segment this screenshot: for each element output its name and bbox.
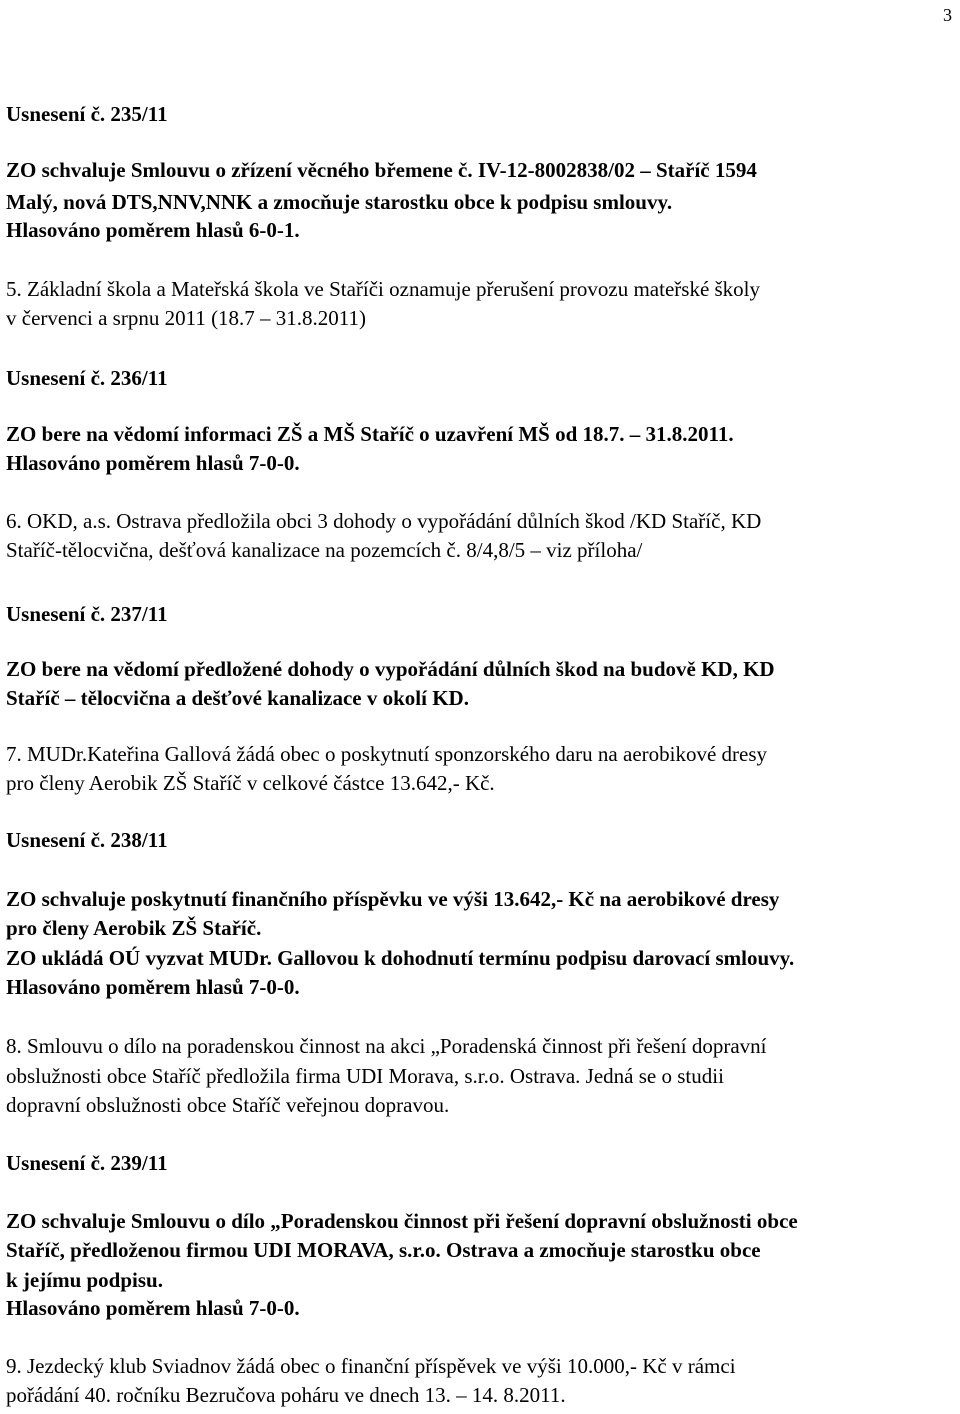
resolution-239-text-line-2: Staříč, předloženou firmou UDI MORAVA, s.r.o. Ostrava a zmocňuje starostku obce: [6, 1238, 761, 1262]
resolution-237-heading-line-1: Usnesení č. 237/11: [6, 602, 168, 626]
resolution-235-text-line-3: Hlasováno poměrem hlasů 6-0-1.: [6, 218, 300, 242]
item-6-line-1: 6. OKD, a.s. Ostrava předložila obci 3 dohody o vypořádání důlních škod /KD Staříč, KD: [6, 509, 762, 533]
item-9-line-2: pořádání 40. ročníku Bezručova poháru ve dnech 13. – 14. 8.2011.: [6, 1383, 566, 1407]
item-8-line-1: 8. Smlouvu o dílo na poradenskou činnost na akci „Poradenská činnost při řešení dopravní: [6, 1034, 767, 1058]
resolution-238-heading-line-1: Usnesení č. 238/11: [6, 828, 168, 852]
resolution-235-text-line-2: Malý, nová DTS,NNV,NNK a zmocňuje starostku obce k podpisu smlouvy.: [6, 190, 673, 214]
resolution-239-text-line-1: ZO schvaluje Smlouvu o dílo „Poradenskou činnost při řešení dopravní obslužnosti obce: [6, 1209, 798, 1233]
resolution-239-heading-line-1: Usnesení č. 239/11: [6, 1151, 168, 1175]
resolution-235-heading-line-1: Usnesení č. 235/11: [6, 102, 168, 126]
item-7-line-2: pro členy Aerobik ZŠ Staříč v celkové částce 13.642,- Kč.: [6, 771, 495, 795]
item-5-line-2: v červenci a srpnu 2011 (18.7 – 31.8.2011): [6, 306, 367, 330]
page-number: 3: [943, 5, 952, 25]
item-8-line-3: dopravní obslužnosti obce Staříč veřejnou dopravou.: [6, 1093, 450, 1117]
item-8-line-2: obslužnosti obce Staříč předložila firma UDI Morava, s.r.o. Ostrava. Jedná se o studii: [6, 1064, 724, 1088]
item-7-line-1: 7. MUDr.Kateřina Gallová žádá obec o poskytnutí sponzorského daru na aerobikové dresy: [6, 742, 768, 766]
item-5-line-1: 5. Základní škola a Mateřská škola ve Staříči oznamuje přerušení provozu mateřské školy: [6, 277, 761, 301]
resolution-239-text-line-3: k jejímu podpisu.: [6, 1268, 163, 1292]
resolution-236-text-line-2: Hlasováno poměrem hlasů 7-0-0.: [6, 451, 300, 475]
resolution-237-text-line-1: ZO bere na vědomí předložené dohody o vypořádání důlních škod na budově KD, KD: [6, 657, 775, 681]
resolution-236-text-line-1: ZO bere na vědomí informaci ZŠ a MŠ Staříč o uzavření MŠ od 18.7. – 31.8.2011.: [6, 422, 734, 446]
resolution-236-heading-line-1: Usnesení č. 236/11: [6, 366, 168, 390]
resolution-237-text-line-2: Staříč – tělocvična a dešťové kanalizace v okolí KD.: [6, 686, 469, 710]
item-6-line-2: Staříč-tělocvična, dešťová kanalizace na pozemcích č. 8/4,8/5 – viz příloha/: [6, 538, 643, 562]
resolution-235-text-line-1: ZO schvaluje Smlouvu o zřízení věcného břemene č. IV-12-8002838/02 – Staříč 1594: [6, 158, 757, 182]
resolution-238-text-line-2: pro členy Aerobik ZŠ Staříč.: [6, 916, 262, 940]
resolution-238-text-line-3: ZO ukládá OÚ vyzvat MUDr. Gallovou k dohodnutí termínu podpisu darovací smlouvy.: [6, 946, 795, 970]
resolution-239-text-line-4: Hlasováno poměrem hlasů 7-0-0.: [6, 1296, 300, 1320]
resolution-238-text-line-1: ZO schvaluje poskytnutí finančního příspěvku ve výši 13.642,- Kč na aerobikové dresy: [6, 887, 780, 911]
item-9-line-1: 9. Jezdecký klub Sviadnov žádá obec o finanční příspěvek ve výši 10.000,- Kč v rámci: [6, 1354, 736, 1378]
resolution-238-text-line-4: Hlasováno poměrem hlasů 7-0-0.: [6, 975, 300, 999]
